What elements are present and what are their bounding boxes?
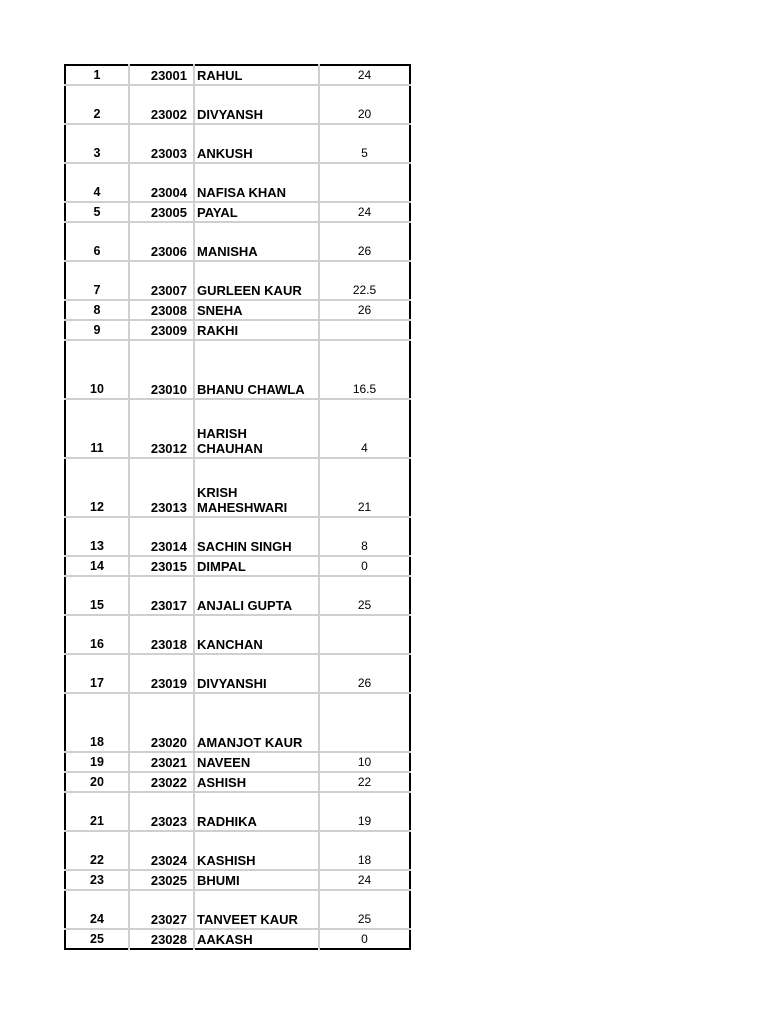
student-name-cell: HARISH CHAUHAN [194,399,319,458]
marks-cell: 22 [319,772,410,792]
table-row [65,124,410,163]
student-name-cell: RADHIKA [194,792,319,831]
serial-number-cell: 1 [65,65,129,85]
table-row [65,517,410,556]
table-row [65,870,410,890]
student-name-cell: AAKASH [194,929,319,949]
student-name-cell: NAFISA KHAN [194,163,319,202]
roll-number-cell: 23020 [129,693,194,752]
table-row [65,929,410,949]
serial-number-cell: 2 [65,85,129,124]
student-marks-table [64,64,411,950]
marks-cell: 10 [319,752,410,772]
marks-cell: 5 [319,124,410,163]
table-row [65,458,410,517]
roll-number-cell: 23022 [129,772,194,792]
student-name-cell: SACHIN SINGH [194,517,319,556]
serial-number-cell: 3 [65,124,129,163]
student-name-cell: ASHISH [194,772,319,792]
roll-number-cell: 23013 [129,458,194,517]
marks-cell: 19 [319,792,410,831]
serial-number-cell: 13 [65,517,129,556]
table-row [65,163,410,202]
marks-cell: 25 [319,576,410,615]
table-row [65,890,410,929]
roll-number-cell: 23010 [129,340,194,399]
table-row [65,320,410,340]
table-row [65,792,410,831]
marks-cell: 24 [319,202,410,222]
table-row [65,654,410,693]
student-name-cell: DIVYANSHI [194,654,319,693]
serial-number-cell: 23 [65,870,129,890]
marks-cell: 8 [319,517,410,556]
table-row [65,300,410,320]
serial-number-cell: 20 [65,772,129,792]
student-name-cell: PAYAL [194,202,319,222]
student-name-cell: NAVEEN [194,752,319,772]
table-row [65,340,410,399]
serial-number-cell: 12 [65,458,129,517]
table-row [65,399,410,458]
serial-number-cell: 10 [65,340,129,399]
student-name-cell: TANVEET KAUR [194,890,319,929]
marks-cell: 18 [319,831,410,870]
roll-number-cell: 23028 [129,929,194,949]
marks-cell: 26 [319,300,410,320]
roll-number-cell: 23008 [129,300,194,320]
roll-number-cell: 23018 [129,615,194,654]
marks-cell: 21 [319,458,410,517]
student-name-cell: SNEHA [194,300,319,320]
serial-number-cell: 5 [65,202,129,222]
student-name-cell: KASHISH [194,831,319,870]
marks-cell: 0 [319,556,410,576]
student-name-cell: KANCHAN [194,615,319,654]
student-name-cell: MANISHA [194,222,319,261]
marks-cell: 25 [319,890,410,929]
table-row [65,693,410,752]
table-row [65,65,410,85]
marks-cell [319,615,410,654]
marks-cell: 26 [319,222,410,261]
roll-number-cell: 23023 [129,792,194,831]
student-name-cell: ANJALI GUPTA [194,576,319,615]
table-row [65,202,410,222]
student-name-cell: RAHUL [194,65,319,85]
table-row [65,556,410,576]
serial-number-cell: 14 [65,556,129,576]
serial-number-cell: 6 [65,222,129,261]
student-name-cell: GURLEEN KAUR [194,261,319,300]
marks-cell: 22.5 [319,261,410,300]
marks-cell [319,693,410,752]
student-name-cell: KRISH MAHESHWARI [194,458,319,517]
marks-cell: 16.5 [319,340,410,399]
serial-number-cell: 9 [65,320,129,340]
roll-number-cell: 23017 [129,576,194,615]
roll-number-cell: 23019 [129,654,194,693]
student-name-cell: BHUMI [194,870,319,890]
marks-cell: 24 [319,870,410,890]
serial-number-cell: 25 [65,929,129,949]
table-row [65,831,410,870]
roll-number-cell: 23021 [129,752,194,772]
serial-number-cell: 22 [65,831,129,870]
roll-number-cell: 23001 [129,65,194,85]
serial-number-cell: 11 [65,399,129,458]
roll-number-cell: 23006 [129,222,194,261]
serial-number-cell: 16 [65,615,129,654]
table-row [65,615,410,654]
roll-number-cell: 23009 [129,320,194,340]
roll-number-cell: 23007 [129,261,194,300]
marks-cell: 0 [361,932,368,946]
serial-number-cell: 19 [65,752,129,772]
table-row [65,261,410,300]
student-name-cell: AMANJOT KAUR [194,693,319,752]
student-name-cell: BHANU CHAWLA [194,340,319,399]
student-name-cell: ANKUSH [194,124,319,163]
table-row [65,576,410,615]
marks-cell: 20 [319,85,410,124]
table-body [65,65,410,949]
serial-number-cell: 4 [65,163,129,202]
table-row [65,222,410,261]
roll-number-cell: 23005 [129,202,194,222]
marks-cell: 26 [319,654,410,693]
roll-number-cell: 23027 [129,890,194,929]
table-row [65,85,410,124]
roll-number-cell: 23024 [129,831,194,870]
student-name-cell: DIVYANSH [194,85,319,124]
student-name-cell: DIMPAL [194,556,319,576]
roll-number-cell: 23003 [129,124,194,163]
roll-number-cell: 23012 [129,399,194,458]
marks-cell: 4 [319,399,410,458]
serial-number-cell: 24 [65,890,129,929]
serial-number-cell: 8 [65,300,129,320]
roll-number-cell: 23004 [129,163,194,202]
serial-number-cell: 15 [65,576,129,615]
marks-cell [319,320,410,340]
table-row [65,752,410,772]
serial-number-cell: 17 [65,654,129,693]
table-row [65,772,410,792]
serial-number-cell: 7 [65,261,129,300]
serial-number-cell: 18 [65,693,129,752]
serial-number-cell: 21 [65,792,129,831]
roll-number-cell: 23002 [129,85,194,124]
marks-cell [319,163,410,202]
roll-number-cell: 23015 [129,556,194,576]
roll-number-cell: 23014 [129,517,194,556]
marks-cell: 24 [319,65,410,85]
roll-number-cell: 23025 [129,870,194,890]
student-name-cell: RAKHI [194,320,319,340]
